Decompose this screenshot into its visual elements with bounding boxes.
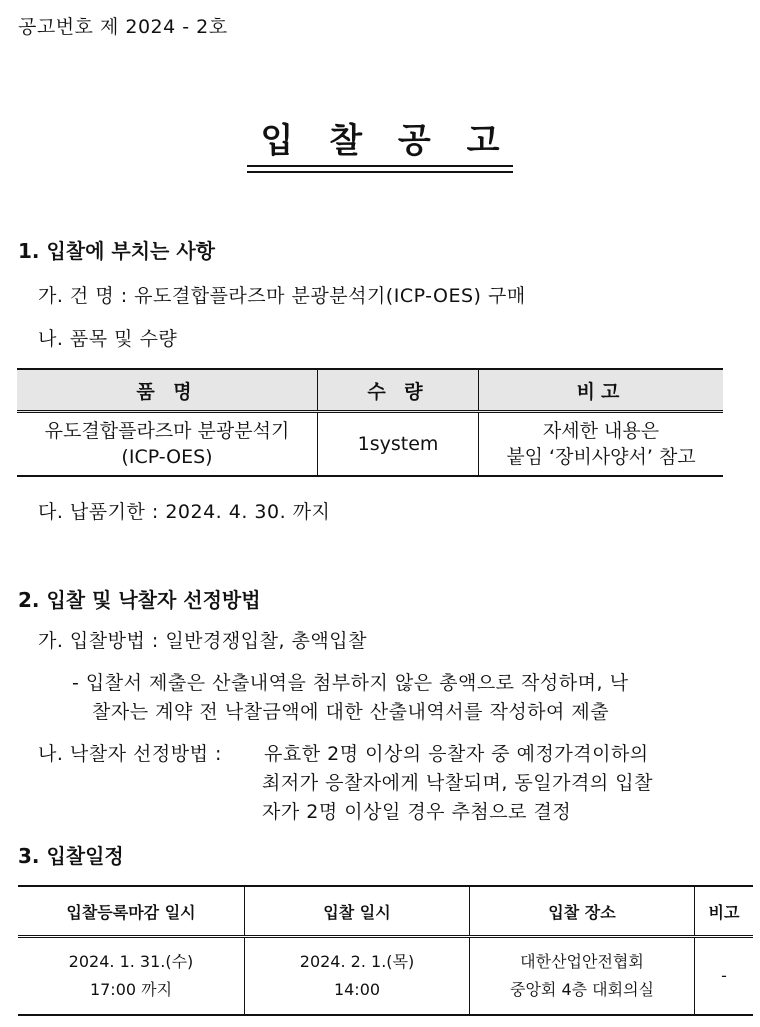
selection-method-line1: 유효한 2명 이상의 응찰자 중 예정가격이하의 <box>264 743 649 765</box>
table-row <box>17 412 723 477</box>
deadline-line2: 17:00 까지 <box>89 980 173 999</box>
delivery-deadline: 다. 납품기한 : 2024. 4. 30. 까지 <box>38 501 331 523</box>
header-bid-time: 입찰 일시 <box>245 886 470 937</box>
cell-item-name <box>17 412 318 477</box>
cell-bid-place <box>470 937 695 1016</box>
items-table <box>17 368 723 477</box>
header-note: 비고 <box>479 369 724 412</box>
items-table-header <box>17 369 723 412</box>
note-line1: 자세한 내용은 <box>542 420 660 442</box>
document-title-text: 입 찰 공 고 <box>247 121 514 167</box>
table-row <box>18 937 753 1016</box>
cell-deadline <box>18 937 245 1016</box>
schedule-table-header <box>18 886 753 937</box>
header-quantity: 수 량 <box>318 369 479 412</box>
header-remarks: 비고 <box>695 886 754 937</box>
cell-note <box>479 412 724 477</box>
note-line2: 붙임 ‘장비사양서’ 참고 <box>506 446 696 468</box>
bid-place-line1: 대한산업안전협회 <box>520 952 644 971</box>
selection-method-line3: 자가 2명 이상일 경우 추첨으로 결정 <box>262 801 572 823</box>
cell-bid-time <box>245 937 470 1016</box>
document-title <box>0 113 760 162</box>
header-item-name: 품 명 <box>17 369 318 412</box>
header-bid-place: 입찰 장소 <box>470 886 695 937</box>
bid-time-line1: 2024. 2. 1.(목) <box>299 952 415 971</box>
selection-method-line2: 최저가 응찰자에게 낙찰되며, 동일가격의 입찰 <box>262 772 653 794</box>
section1-heading: 1. 입찰에 부치는 사항 <box>18 239 215 263</box>
notice-number: 공고번호 제 2024 - 2호 <box>18 16 228 38</box>
item-name: 가. 건 명 : 유도결합플라즈마 분광분석기(ICP-OES) 구매 <box>38 285 526 307</box>
bid-place-line2: 중앙회 4층 대회의실 <box>510 980 654 999</box>
header-deadline: 입찰등록마감 일시 <box>18 886 245 937</box>
bid-method-note-line1: - 입찰서 제출은 산출내역을 첨부하지 않은 총액으로 작성하며, 낙 <box>72 672 629 694</box>
selection-method-label: 나. 낙찰자 선정방법 : <box>38 743 222 765</box>
item-name-line2: (ICP-OES) <box>121 446 213 468</box>
cell-quantity: 1system <box>318 412 479 477</box>
cell-remarks: - <box>695 937 754 1016</box>
item-name-line1: 유도결합플라즈마 분광분석기 <box>44 420 290 442</box>
section3-heading: 3. 입찰일정 <box>18 844 124 868</box>
section2-heading: 2. 입찰 및 낙찰자 선정방법 <box>18 588 261 612</box>
schedule-table <box>18 885 753 1016</box>
bid-time-line2: 14:00 <box>333 980 381 999</box>
deadline-line1: 2024. 1. 31.(수) <box>68 952 194 971</box>
bid-method-note-line2: 찰자는 계약 전 낙찰금액에 대한 산출내역서를 작성하여 제출 <box>92 701 610 723</box>
item-quantity-label: 나. 품목 및 수량 <box>38 328 178 350</box>
bid-method: 가. 입찰방법 : 일반경쟁입찰, 총액입찰 <box>38 630 367 652</box>
